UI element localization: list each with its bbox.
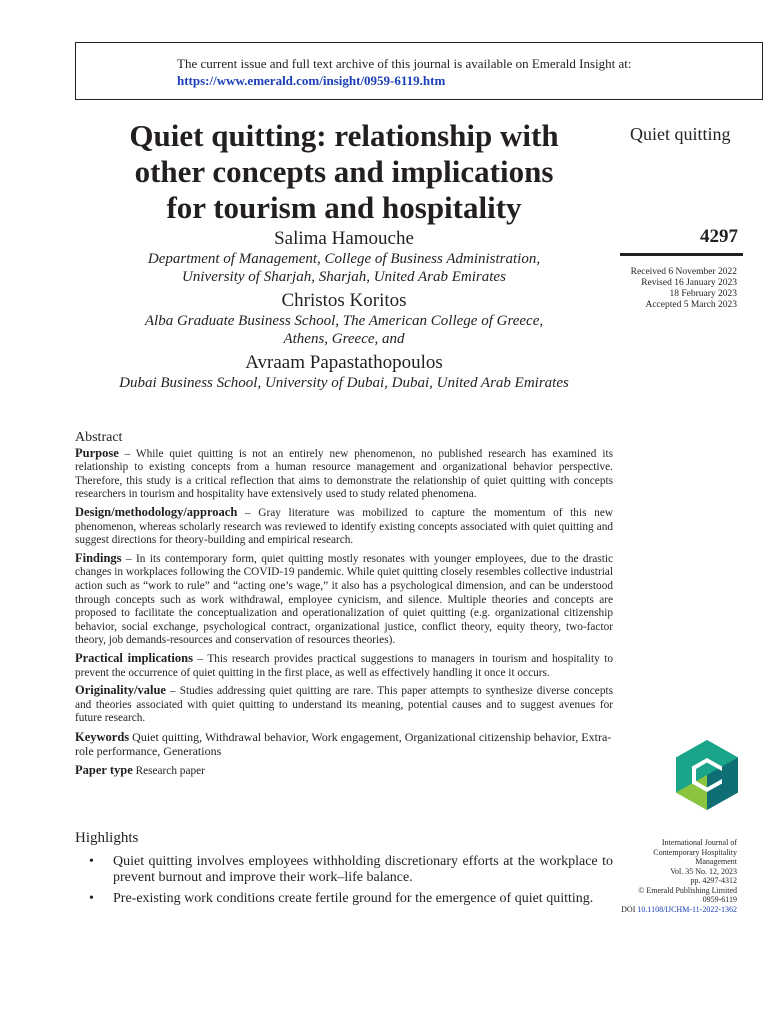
highlights-heading: Highlights <box>75 830 139 846</box>
highlight-text: Quiet quitting involves employees withholding discretionary efforts at the workplace to prevent burnout and improve their work–life balance. <box>113 853 613 885</box>
practical-label: Practical implications <box>75 650 193 665</box>
title-line-1: Quiet quitting: relationship with <box>129 118 559 153</box>
date-revised-2: 18 February 2023 <box>669 289 737 299</box>
highlights-section <box>75 832 613 912</box>
design-label: Design/methodology/approach <box>75 504 238 519</box>
highlight-item <box>75 891 613 907</box>
journal-url-link[interactable]: https://www.emerald.com/insight/0959-6119.htm <box>177 73 446 88</box>
bullet-icon: • <box>89 890 94 906</box>
journal-name: Management <box>695 857 737 866</box>
author-block <box>60 352 628 392</box>
page-number-rule <box>620 253 743 256</box>
author-block <box>75 228 613 286</box>
journal-name: International Journal of <box>661 838 737 847</box>
notice-text-block <box>177 55 632 89</box>
abstract-findings <box>75 552 613 648</box>
page-number: 4297 <box>700 226 738 247</box>
doi-label: DOI <box>621 904 636 914</box>
submission-dates <box>600 267 737 311</box>
paper-type <box>75 764 613 779</box>
highlights-list <box>75 854 613 907</box>
date-revised: Revised 16 January 2023 <box>641 278 737 288</box>
author-name: Avraam Papastathopoulos <box>245 352 443 373</box>
originality-label: Originality/value <box>75 683 166 698</box>
journal-pages: pp. 4297-4312 <box>690 876 737 885</box>
author-affiliation: Alba Graduate Business School, The American College of Greece, <box>144 313 544 329</box>
bullet-icon: • <box>89 853 94 869</box>
journal-publisher: © Emerald Publishing Limited <box>638 885 737 895</box>
doi-link[interactable]: 10.1108/IJCHM-11-2022-1362 <box>637 904 737 914</box>
paper-type-text: Research paper <box>132 764 205 777</box>
author-block <box>75 290 613 348</box>
keywords-label: Keywords <box>75 729 130 744</box>
findings-text: – In its contemporary form, quiet quitting mostly resonates with younger employees, due to the drastic changes in workplaces following the COVID-19 pandemic. While quiet quitting closely resembles collective industrial action such as “work to rule” and “acting one’s wage,” it also has a psychological dimension, and can be understood through concepts such as work withdrawal, employee cynicism, and silence. Multiple theories and concepts are proposed to facilitate the conceptualization and operationalization of quiet quitting (e.g. organizational citizenship behavior, social exchange, psychological contract, organizational justice, conflict theory, equity theory, two-factor theory, job demands-resources and conservation of resources theories). <box>75 552 613 647</box>
author-affiliation: Dubai Business School, University of Dubai, Dubai, United Arab Emirates <box>119 375 569 391</box>
title-line-3: for tourism and hospitality <box>166 190 522 225</box>
date-received: Received 6 November 2022 <box>630 267 737 277</box>
journal-doi <box>610 905 737 915</box>
author-name: Salima Hamouche <box>274 228 414 249</box>
abstract-section <box>75 431 613 782</box>
findings-label: Findings <box>75 550 122 565</box>
abstract-heading: Abstract <box>75 430 123 445</box>
abstract-practical <box>75 652 613 680</box>
paper-type-label: Paper type <box>75 762 133 777</box>
highlight-text: Pre-existing work conditions create fertile ground for the emergence of quiet quitting. <box>113 890 594 906</box>
author-name: Christos Koritos <box>281 290 407 311</box>
highlight-item <box>75 854 613 886</box>
keywords <box>75 730 613 758</box>
keywords-text: Quiet quitting, Withdrawal behavior, Work engagement, Organizational citizenship behavior, Extra-role performance, Generations <box>75 729 612 758</box>
abstract-design <box>75 506 613 548</box>
journal-volume: Vol. 35 No. 12, 2023 <box>670 866 737 876</box>
date-accepted: Accepted 5 March 2023 <box>645 300 737 310</box>
purpose-label: Purpose <box>75 445 119 460</box>
journal-info <box>610 838 737 914</box>
author-affiliation: Athens, Greece, and <box>283 331 405 347</box>
paper-title <box>75 118 613 226</box>
notice-text: The current issue and full text archive of this journal is available on Emerald Insight at: <box>177 56 632 71</box>
author-affiliation: University of Sharjah, Sharjah, United Arab Emirates <box>182 269 506 285</box>
abstract-purpose <box>75 447 613 502</box>
author-affiliation: Department of Management, College of Business Administration, <box>147 251 541 267</box>
design-text: – Gray literature was mobilized to capture the momentum of this new phenomenon, whereas scholarly research was reviewed to identify existing concepts associated with quiet quitting and suggest directions for theory-building and empirical research. <box>75 506 613 547</box>
journal-access-notice <box>75 42 763 100</box>
practical-text: – This research provides practical suggestions to managers in tourism and hospitality to prevent the occurrence of quiet quitting in the first place, as well as effectively handling it once it occurs. <box>75 652 613 679</box>
purpose-text: – While quiet quitting is not an entirely new phenomenon, no published research has examined its relationship to existing concepts from a human resource management and organizational behavior perspective. Therefore, this study is a critical reflection that aims to demonstrate the relationship of quiet quitting with concepts researchers in tourism and hospitality have extensively used to study related phenomena. <box>75 447 613 501</box>
title-line-2: other concepts and implications <box>134 154 554 189</box>
abstract-originality <box>75 684 613 726</box>
originality-text: – Studies addressing quiet quitting are rare. This paper attempts to synthesize diverse concepts and theories associated with quiet quitting to understand its meaning, potential causes and to suggest avenues for future research. <box>75 685 613 725</box>
journal-issn: 0959-6119 <box>702 895 737 904</box>
running-head: Quiet quitting <box>630 124 731 144</box>
journal-name: Contemporary Hospitality <box>653 847 737 857</box>
emerald-logo-icon <box>676 740 738 810</box>
